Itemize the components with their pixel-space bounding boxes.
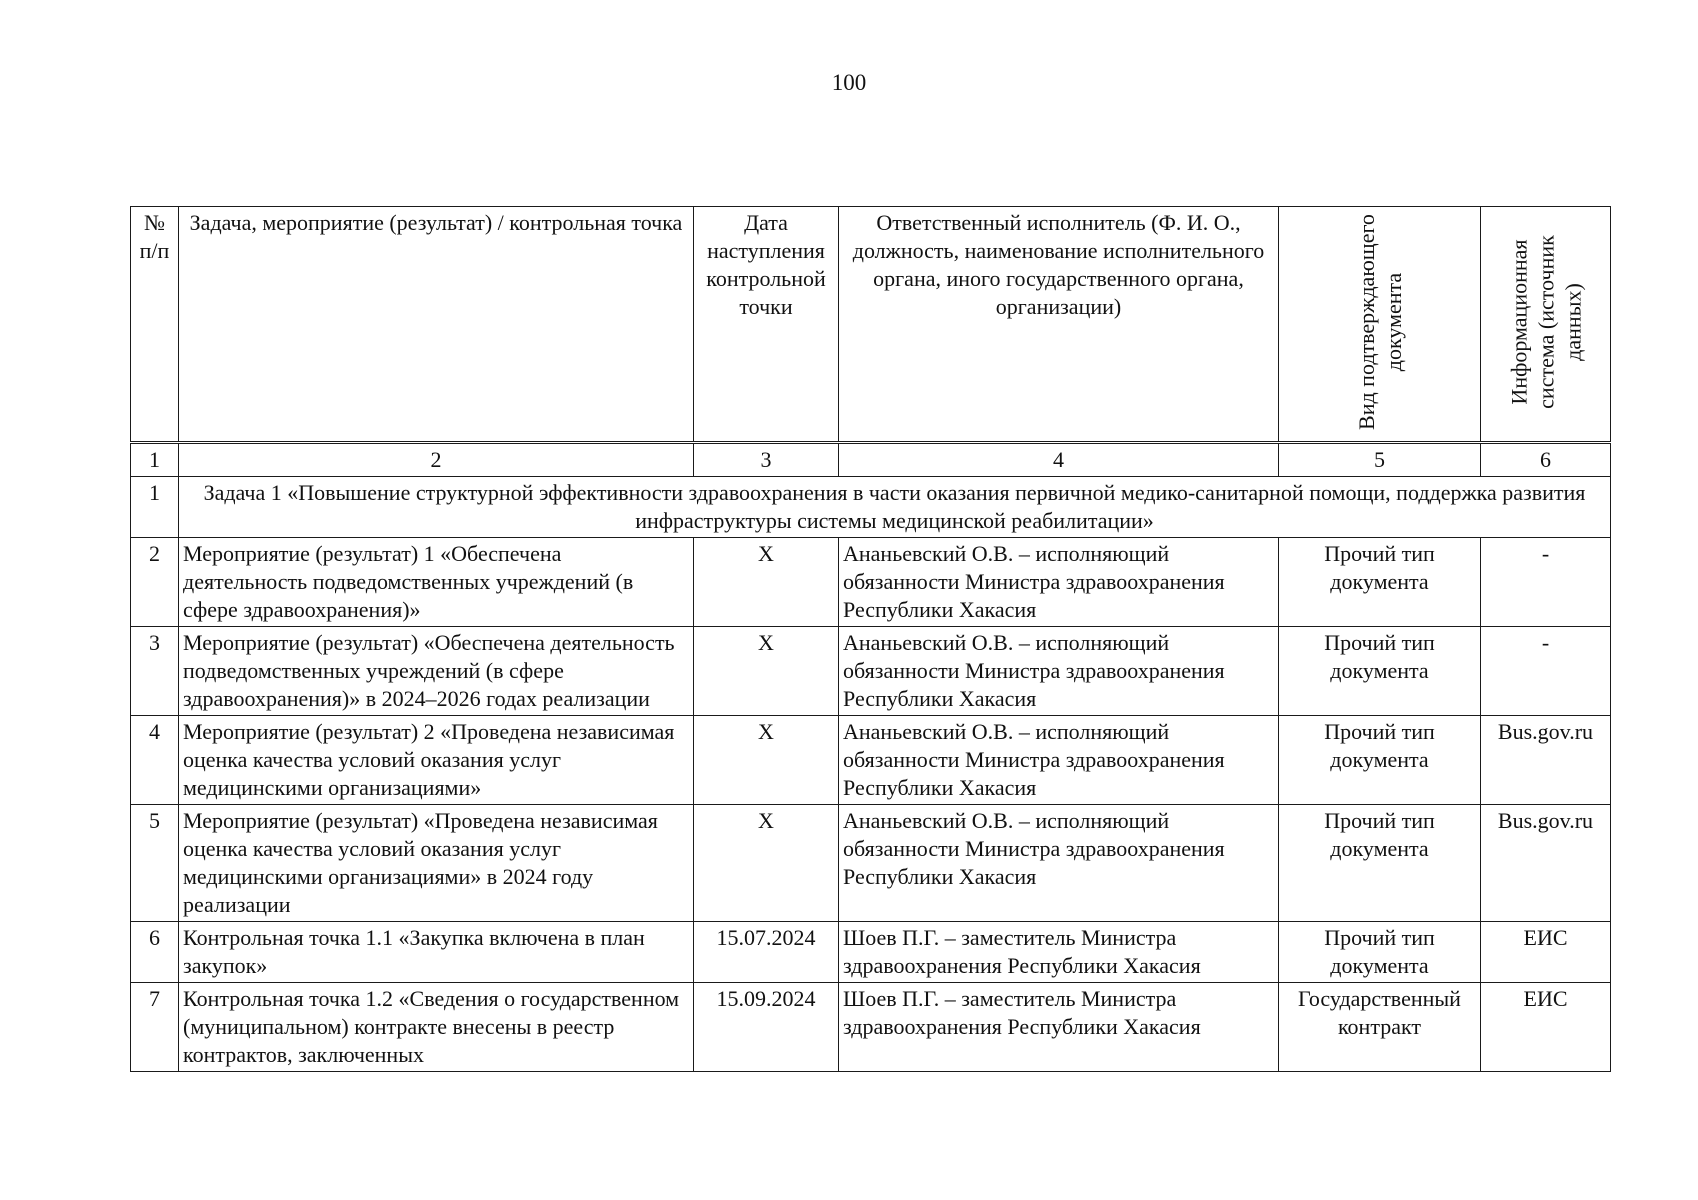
- header-doc-type-text: Вид подтверждающего документа: [1353, 214, 1406, 430]
- row-info-system: Bus.gov.ru: [1481, 805, 1611, 922]
- row-doc-type: Прочий тип документа: [1279, 716, 1481, 805]
- column-numbers-row: [131, 443, 1611, 477]
- column-number: 3: [694, 443, 839, 477]
- row-date: 15.09.2024: [694, 983, 839, 1072]
- row-date: X: [694, 538, 839, 627]
- row-doc-type: Прочий тип документа: [1279, 538, 1481, 627]
- row-task: Мероприятие (результат) 1 «Обеспечена деятельность подведомственных учреждений (в сфере здравоохранения)»: [179, 538, 694, 627]
- table-row: [131, 983, 1611, 1072]
- row-number: 1: [131, 477, 179, 538]
- row-doc-type: Прочий тип документа: [1279, 922, 1481, 983]
- header-info-system: [1481, 207, 1611, 443]
- header-date: Дата наступления контрольной точки: [694, 207, 839, 443]
- row-info-system: -: [1481, 538, 1611, 627]
- table-row: [131, 627, 1611, 716]
- task-row: [131, 477, 1611, 538]
- column-number: 5: [1279, 443, 1481, 477]
- row-responsible: Ананьевский О.В. – исполняющий обязанности Министра здравоохранения Республики Хакасия: [839, 805, 1279, 922]
- row-responsible: Ананьевский О.В. – исполняющий обязанности Министра здравоохранения Республики Хакасия: [839, 716, 1279, 805]
- row-date: X: [694, 627, 839, 716]
- column-number: 6: [1481, 443, 1611, 477]
- table-row: [131, 922, 1611, 983]
- table-row: [131, 716, 1611, 805]
- row-task: Мероприятие (результат) «Обеспечена деятельность подведомственных учреждений (в сфере здравоохранения)» в 2024–2026 годах реализации: [179, 627, 694, 716]
- header-task: Задача, мероприятие (результат) / контрольная точка: [179, 207, 694, 443]
- table-header-row: [131, 207, 1611, 443]
- page-number: 100: [831, 70, 867, 95]
- row-info-system: -: [1481, 627, 1611, 716]
- row-date: 15.07.2024: [694, 922, 839, 983]
- row-doc-type: Прочий тип документа: [1279, 805, 1481, 922]
- row-responsible: Шоев П.Г. – заместитель Министра здравоохранения Республики Хакасия: [839, 922, 1279, 983]
- row-date: X: [694, 805, 839, 922]
- row-task: Контрольная точка 1.1 «Закупка включена в план закупок»: [179, 922, 694, 983]
- task-title: Задача 1 «Повышение структурной эффективности здравоохранения в части оказания первичной медико-санитарной помощи, поддержка развития инфраструктуры системы медицинской реабилитации»: [179, 477, 1611, 538]
- table-row: [131, 805, 1611, 922]
- header-doc-type: [1279, 207, 1481, 443]
- row-task: Контрольная точка 1.2 «Сведения о государственном (муниципальном) контракте внесены в реестр контрактов, заключенных: [179, 983, 694, 1072]
- row-number: 2: [131, 538, 179, 627]
- column-number: 1: [131, 443, 179, 477]
- row-responsible: Ананьевский О.В. – исполняющий обязанности Министра здравоохранения Республики Хакасия: [839, 538, 1279, 627]
- row-number: 3: [131, 627, 179, 716]
- control-points-table: [130, 206, 1611, 1072]
- row-task: Мероприятие (результат) 2 «Проведена независимая оценка качества условий оказания услуг медицинскими организациями»: [179, 716, 694, 805]
- row-info-system: ЕИС: [1481, 922, 1611, 983]
- row-info-system: Bus.gov.ru: [1481, 716, 1611, 805]
- header-info-system-text: Информационная система (источник данных): [1506, 235, 1585, 409]
- row-responsible: Ананьевский О.В. – исполняющий обязанности Министра здравоохранения Республики Хакасия: [839, 627, 1279, 716]
- row-date: X: [694, 716, 839, 805]
- column-number: 2: [179, 443, 694, 477]
- header-num: № п/п: [131, 207, 179, 443]
- column-number: 4: [839, 443, 1279, 477]
- row-info-system: ЕИС: [1481, 983, 1611, 1072]
- header-responsible: Ответственный исполнитель (Ф. И. О., должность, наименование исполнительного органа, иного государственного органа, организации): [839, 207, 1279, 443]
- row-doc-type: Прочий тип документа: [1279, 627, 1481, 716]
- row-number: 4: [131, 716, 179, 805]
- table-body: [131, 538, 1611, 1072]
- row-number: 5: [131, 805, 179, 922]
- row-doc-type: Государственный контракт: [1279, 983, 1481, 1072]
- row-number: 6: [131, 922, 179, 983]
- row-number: 7: [131, 983, 179, 1072]
- table-row: [131, 538, 1611, 627]
- row-responsible: Шоев П.Г. – заместитель Министра здравоохранения Республики Хакасия: [839, 983, 1279, 1072]
- row-task: Мероприятие (результат) «Проведена независимая оценка качества условий оказания услуг медицинскими организациями» в 2024 году реализации: [179, 805, 694, 922]
